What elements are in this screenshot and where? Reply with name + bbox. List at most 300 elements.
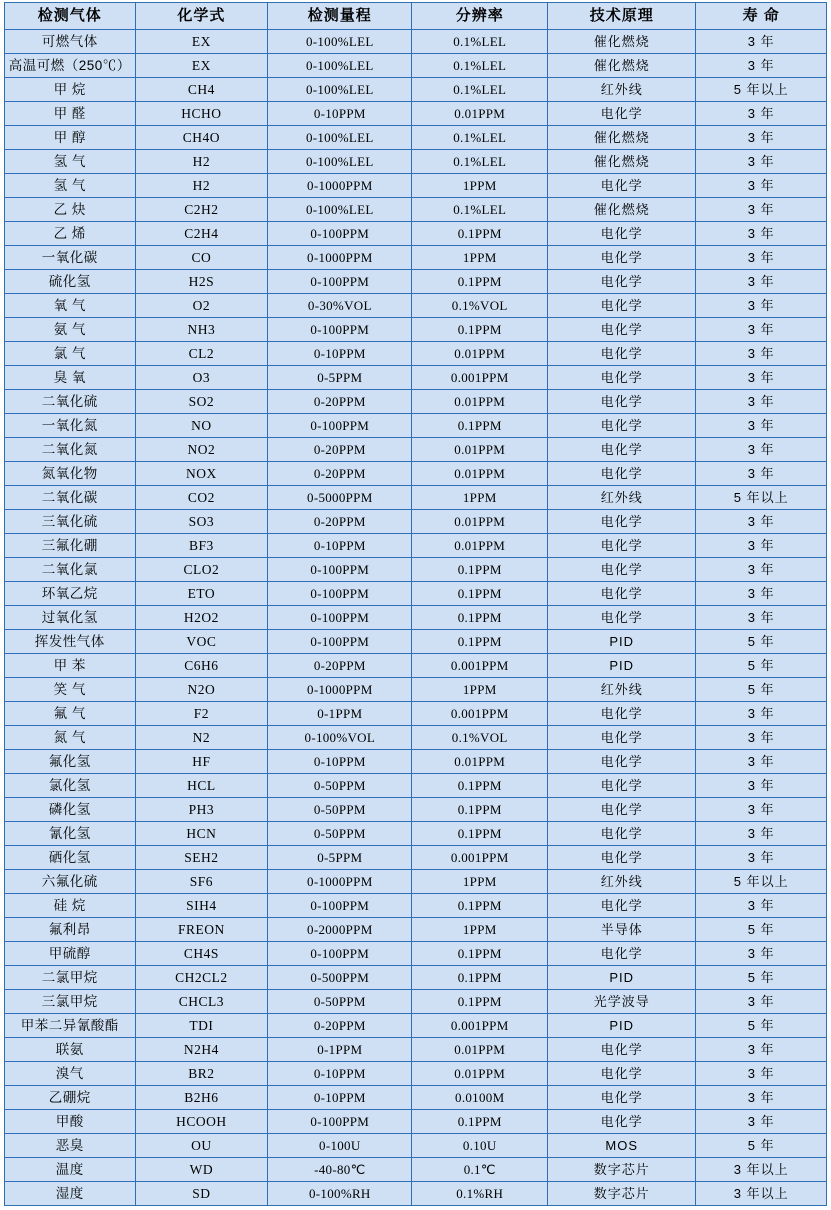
cell-gas-name: 甲 醛 (5, 102, 136, 126)
table-row (5, 438, 827, 462)
cell-chemical-formula: SO3 (135, 510, 268, 534)
cell-detection-range: 0-20PPM (268, 462, 412, 486)
cell-lifetime: 3 年 (696, 942, 827, 966)
cell-resolution: 0.1PPM (412, 942, 548, 966)
cell-chemical-formula: VOC (135, 630, 268, 654)
cell-detection-range: 0-1PPM (268, 1038, 412, 1062)
cell-chemical-formula: C6H6 (135, 654, 268, 678)
cell-lifetime: 5 年 (696, 918, 827, 942)
cell-chemical-formula: C2H2 (135, 198, 268, 222)
cell-resolution: 0.01PPM (412, 750, 548, 774)
table-row (5, 294, 827, 318)
table-row (5, 30, 827, 54)
cell-gas-name: 氢 气 (5, 174, 136, 198)
cell-lifetime: 3 年 (696, 1086, 827, 1110)
cell-chemical-formula: CO (135, 246, 268, 270)
cell-gas-name: 挥发性气体 (5, 630, 136, 654)
cell-lifetime: 3 年 (696, 1038, 827, 1062)
cell-resolution: 0.1%RH (412, 1182, 548, 1206)
table-row (5, 414, 827, 438)
cell-detection-range: 0-100PPM (268, 270, 412, 294)
table-row (5, 606, 827, 630)
table-row (5, 1014, 827, 1038)
cell-chemical-formula: BF3 (135, 534, 268, 558)
cell-technology: MOS (548, 1134, 696, 1158)
cell-gas-name: 乙 炔 (5, 198, 136, 222)
cell-chemical-formula: H2S (135, 270, 268, 294)
table-row (5, 174, 827, 198)
cell-resolution: 0.1%LEL (412, 30, 548, 54)
table-row (5, 822, 827, 846)
cell-gas-name: 氯化氢 (5, 774, 136, 798)
column-header-chemical-formula: 化学式 (135, 3, 268, 30)
column-header-resolution: 分辨率 (412, 3, 548, 30)
cell-technology: 电化学 (548, 1110, 696, 1134)
cell-technology: 电化学 (548, 414, 696, 438)
cell-lifetime: 3 年 (696, 1110, 827, 1134)
cell-gas-name: 氢 气 (5, 150, 136, 174)
cell-detection-range: 0-20PPM (268, 438, 412, 462)
cell-technology: 电化学 (548, 894, 696, 918)
cell-gas-name: 二氧化硫 (5, 390, 136, 414)
cell-lifetime: 5 年 (696, 678, 827, 702)
cell-gas-name: 氟利昂 (5, 918, 136, 942)
cell-resolution: 0.1PPM (412, 318, 548, 342)
cell-lifetime: 3 年 (696, 846, 827, 870)
cell-technology: 电化学 (548, 270, 696, 294)
cell-gas-name: 氮氧化物 (5, 462, 136, 486)
cell-chemical-formula: H2O2 (135, 606, 268, 630)
cell-gas-name: 氰化氢 (5, 822, 136, 846)
table-row (5, 582, 827, 606)
cell-gas-name: 氨 气 (5, 318, 136, 342)
cell-resolution: 1PPM (412, 486, 548, 510)
cell-lifetime: 3 年 (696, 750, 827, 774)
cell-lifetime: 3 年 (696, 366, 827, 390)
cell-technology: 电化学 (548, 534, 696, 558)
cell-chemical-formula: SF6 (135, 870, 268, 894)
cell-technology: 数字芯片 (548, 1158, 696, 1182)
cell-chemical-formula: SEH2 (135, 846, 268, 870)
cell-resolution: 0.1℃ (412, 1158, 548, 1182)
cell-gas-name: 溴气 (5, 1062, 136, 1086)
table-row (5, 126, 827, 150)
cell-chemical-formula: CHCL3 (135, 990, 268, 1014)
cell-gas-name: 甲硫醇 (5, 942, 136, 966)
cell-chemical-formula: N2O (135, 678, 268, 702)
cell-lifetime: 5 年 (696, 654, 827, 678)
table-row (5, 774, 827, 798)
cell-gas-name: 二氯甲烷 (5, 966, 136, 990)
table-row (5, 678, 827, 702)
cell-gas-name: 乙硼烷 (5, 1086, 136, 1110)
cell-chemical-formula: FREON (135, 918, 268, 942)
cell-detection-range: 0-100%LEL (268, 150, 412, 174)
table-row (5, 510, 827, 534)
cell-detection-range: 0-30%VOL (268, 294, 412, 318)
cell-technology: 电化学 (548, 726, 696, 750)
cell-detection-range: 0-100%LEL (268, 30, 412, 54)
cell-chemical-formula: EX (135, 54, 268, 78)
cell-resolution: 0.1PPM (412, 774, 548, 798)
cell-detection-range: 0-5PPM (268, 846, 412, 870)
cell-resolution: 0.1PPM (412, 1110, 548, 1134)
cell-lifetime: 3 年 (696, 438, 827, 462)
cell-chemical-formula: SO2 (135, 390, 268, 414)
cell-chemical-formula: CL2 (135, 342, 268, 366)
cell-technology: 电化学 (548, 1086, 696, 1110)
cell-lifetime: 3 年 (696, 198, 827, 222)
cell-resolution: 0.1%LEL (412, 54, 548, 78)
table-row (5, 1182, 827, 1206)
cell-lifetime: 3 年 (696, 582, 827, 606)
cell-chemical-formula: N2H4 (135, 1038, 268, 1062)
cell-technology: 电化学 (548, 1062, 696, 1086)
cell-technology: 电化学 (548, 606, 696, 630)
cell-technology: 电化学 (548, 102, 696, 126)
cell-gas-name: 三氯甲烷 (5, 990, 136, 1014)
cell-gas-name: 三氧化硫 (5, 510, 136, 534)
cell-detection-range: 0-10PPM (268, 1086, 412, 1110)
cell-lifetime: 3 年 (696, 1062, 827, 1086)
cell-resolution: 0.01PPM (412, 534, 548, 558)
cell-lifetime: 3 年 (696, 126, 827, 150)
cell-technology: 光学波导 (548, 990, 696, 1014)
column-header-lifetime: 寿 命 (696, 3, 827, 30)
cell-lifetime: 3 年 (696, 318, 827, 342)
cell-resolution: 0.001PPM (412, 1014, 548, 1038)
cell-chemical-formula: EX (135, 30, 268, 54)
cell-technology: 电化学 (548, 942, 696, 966)
cell-technology: 电化学 (548, 1038, 696, 1062)
cell-technology: 电化学 (548, 366, 696, 390)
cell-chemical-formula: SIH4 (135, 894, 268, 918)
cell-technology: 电化学 (548, 846, 696, 870)
cell-detection-range: 0-20PPM (268, 390, 412, 414)
cell-chemical-formula: HF (135, 750, 268, 774)
column-header-detection-range: 检测量程 (268, 3, 412, 30)
cell-resolution: 0.001PPM (412, 702, 548, 726)
table-row (5, 462, 827, 486)
table-row (5, 798, 827, 822)
cell-chemical-formula: CLO2 (135, 558, 268, 582)
cell-detection-range: 0-1000PPM (268, 174, 412, 198)
cell-resolution: 0.1PPM (412, 822, 548, 846)
cell-gas-name: 高温可燃（250℃） (5, 54, 136, 78)
cell-resolution: 0.1%LEL (412, 150, 548, 174)
cell-detection-range: 0-2000PPM (268, 918, 412, 942)
table-row (5, 54, 827, 78)
cell-gas-name: 氟化氢 (5, 750, 136, 774)
table-row (5, 1134, 827, 1158)
cell-detection-range: 0-100U (268, 1134, 412, 1158)
cell-resolution: 0.01PPM (412, 102, 548, 126)
cell-technology: 电化学 (548, 750, 696, 774)
cell-technology: 电化学 (548, 246, 696, 270)
cell-detection-range: 0-100%LEL (268, 198, 412, 222)
cell-gas-name: 二氧化氮 (5, 438, 136, 462)
cell-lifetime: 3 年 (696, 606, 827, 630)
cell-chemical-formula: HCHO (135, 102, 268, 126)
cell-technology: 电化学 (548, 462, 696, 486)
cell-resolution: 1PPM (412, 678, 548, 702)
cell-chemical-formula: C2H4 (135, 222, 268, 246)
cell-lifetime: 3 年 (696, 222, 827, 246)
cell-lifetime: 3 年 (696, 54, 827, 78)
cell-resolution: 0.1%VOL (412, 294, 548, 318)
cell-detection-range: 0-100PPM (268, 414, 412, 438)
cell-resolution: 0.1%VOL (412, 726, 548, 750)
cell-chemical-formula: CH4 (135, 78, 268, 102)
cell-detection-range: 0-100PPM (268, 1110, 412, 1134)
column-header-gas-name: 检测气体 (5, 3, 136, 30)
cell-gas-name: 甲 醇 (5, 126, 136, 150)
cell-lifetime: 5 年 (696, 966, 827, 990)
cell-gas-name: 二氧化氯 (5, 558, 136, 582)
cell-lifetime: 3 年 (696, 798, 827, 822)
cell-detection-range: 0-100PPM (268, 582, 412, 606)
cell-lifetime: 3 年 (696, 102, 827, 126)
table-row (5, 894, 827, 918)
cell-gas-name: 环氧乙烷 (5, 582, 136, 606)
cell-detection-range: 0-100%VOL (268, 726, 412, 750)
cell-detection-range: -40-80℃ (268, 1158, 412, 1182)
table-row (5, 318, 827, 342)
column-header-technology: 技术原理 (548, 3, 696, 30)
cell-chemical-formula: N2 (135, 726, 268, 750)
cell-gas-name: 硒化氢 (5, 846, 136, 870)
cell-technology: 电化学 (548, 342, 696, 366)
cell-technology: 红外线 (548, 870, 696, 894)
table-row (5, 270, 827, 294)
cell-lifetime: 3 年 (696, 246, 827, 270)
cell-lifetime: 3 年 (696, 534, 827, 558)
cell-detection-range: 0-100%RH (268, 1182, 412, 1206)
cell-detection-range: 0-100PPM (268, 606, 412, 630)
cell-lifetime: 5 年 (696, 1134, 827, 1158)
cell-gas-name: 甲 苯 (5, 654, 136, 678)
cell-gas-name: 六氟化硫 (5, 870, 136, 894)
table-row (5, 846, 827, 870)
cell-resolution: 0.1PPM (412, 966, 548, 990)
cell-technology: 红外线 (548, 486, 696, 510)
cell-lifetime: 3 年 (696, 414, 827, 438)
cell-resolution: 0.1PPM (412, 798, 548, 822)
cell-lifetime: 3 年 (696, 342, 827, 366)
cell-lifetime: 3 年 (696, 990, 827, 1014)
table-row (5, 102, 827, 126)
table-row (5, 750, 827, 774)
cell-resolution: 0.1PPM (412, 270, 548, 294)
cell-gas-name: 联氨 (5, 1038, 136, 1062)
cell-detection-range: 0-10PPM (268, 1062, 412, 1086)
table-row (5, 1038, 827, 1062)
cell-resolution: 0.01PPM (412, 462, 548, 486)
table-row (5, 390, 827, 414)
cell-resolution: 0.1PPM (412, 582, 548, 606)
table-row (5, 246, 827, 270)
table-row (5, 558, 827, 582)
table-row (5, 222, 827, 246)
cell-detection-range: 0-10PPM (268, 342, 412, 366)
cell-detection-range: 0-100PPM (268, 558, 412, 582)
table-row (5, 486, 827, 510)
cell-resolution: 0.01PPM (412, 438, 548, 462)
cell-resolution: 0.01PPM (412, 1038, 548, 1062)
cell-detection-range: 0-50PPM (268, 822, 412, 846)
cell-chemical-formula: F2 (135, 702, 268, 726)
table-row (5, 966, 827, 990)
cell-chemical-formula: WD (135, 1158, 268, 1182)
cell-detection-range: 0-10PPM (268, 102, 412, 126)
cell-detection-range: 0-10PPM (268, 534, 412, 558)
cell-chemical-formula: OU (135, 1134, 268, 1158)
cell-detection-range: 0-10PPM (268, 750, 412, 774)
cell-resolution: 0.1%LEL (412, 126, 548, 150)
table-row (5, 366, 827, 390)
cell-detection-range: 0-5000PPM (268, 486, 412, 510)
cell-technology: 催化燃烧 (548, 54, 696, 78)
cell-technology: 数字芯片 (548, 1182, 696, 1206)
table-row (5, 1110, 827, 1134)
cell-gas-name: 可燃气体 (5, 30, 136, 54)
cell-lifetime: 5 年以上 (696, 870, 827, 894)
cell-detection-range: 0-50PPM (268, 798, 412, 822)
cell-detection-range: 0-20PPM (268, 1014, 412, 1038)
table-row (5, 198, 827, 222)
table-row (5, 1158, 827, 1182)
cell-gas-name: 氟 气 (5, 702, 136, 726)
cell-resolution: 0.1%LEL (412, 198, 548, 222)
cell-technology: 电化学 (548, 390, 696, 414)
cell-resolution: 1PPM (412, 918, 548, 942)
cell-technology: 电化学 (548, 582, 696, 606)
cell-detection-range: 0-500PPM (268, 966, 412, 990)
cell-gas-name: 磷化氢 (5, 798, 136, 822)
cell-detection-range: 0-20PPM (268, 654, 412, 678)
cell-chemical-formula: NO (135, 414, 268, 438)
cell-lifetime: 3 年 (696, 558, 827, 582)
cell-technology: 电化学 (548, 822, 696, 846)
cell-lifetime: 3 年 (696, 174, 827, 198)
cell-resolution: 0.1%LEL (412, 78, 548, 102)
cell-detection-range: 0-100%LEL (268, 54, 412, 78)
cell-chemical-formula: SD (135, 1182, 268, 1206)
cell-resolution: 0.01PPM (412, 342, 548, 366)
cell-resolution: 1PPM (412, 174, 548, 198)
cell-gas-name: 氧 气 (5, 294, 136, 318)
cell-technology: 催化燃烧 (548, 30, 696, 54)
cell-chemical-formula: HCN (135, 822, 268, 846)
cell-detection-range: 0-100PPM (268, 318, 412, 342)
cell-lifetime: 3 年以上 (696, 1182, 827, 1206)
cell-technology: 电化学 (548, 558, 696, 582)
table-row (5, 870, 827, 894)
cell-resolution: 1PPM (412, 246, 548, 270)
cell-detection-range: 0-100%LEL (268, 126, 412, 150)
table-row (5, 1062, 827, 1086)
cell-gas-name: 硅 烷 (5, 894, 136, 918)
cell-resolution: 0.001PPM (412, 654, 548, 678)
cell-chemical-formula: HCOOH (135, 1110, 268, 1134)
cell-chemical-formula: B2H6 (135, 1086, 268, 1110)
cell-resolution: 0.1PPM (412, 414, 548, 438)
table-row (5, 78, 827, 102)
cell-chemical-formula: CO2 (135, 486, 268, 510)
cell-resolution: 0.1PPM (412, 558, 548, 582)
cell-chemical-formula: BR2 (135, 1062, 268, 1086)
cell-technology: 电化学 (548, 702, 696, 726)
cell-detection-range: 0-1000PPM (268, 246, 412, 270)
cell-technology: 催化燃烧 (548, 198, 696, 222)
cell-chemical-formula: H2 (135, 174, 268, 198)
cell-lifetime: 3 年 (696, 462, 827, 486)
cell-technology: PID (548, 654, 696, 678)
cell-technology: 电化学 (548, 774, 696, 798)
cell-chemical-formula: PH3 (135, 798, 268, 822)
cell-technology: 催化燃烧 (548, 150, 696, 174)
cell-chemical-formula: H2 (135, 150, 268, 174)
cell-chemical-formula: NOX (135, 462, 268, 486)
cell-technology: 电化学 (548, 174, 696, 198)
cell-resolution: 0.1PPM (412, 894, 548, 918)
table-body (5, 30, 827, 1206)
cell-detection-range: 0-1PPM (268, 702, 412, 726)
cell-technology: PID (548, 1014, 696, 1038)
cell-resolution: 0.01PPM (412, 1062, 548, 1086)
cell-chemical-formula: CH2CL2 (135, 966, 268, 990)
table-row (5, 918, 827, 942)
cell-detection-range: 0-100PPM (268, 942, 412, 966)
table-row (5, 990, 827, 1014)
cell-detection-range: 0-100PPM (268, 222, 412, 246)
cell-gas-name: 恶臭 (5, 1134, 136, 1158)
cell-chemical-formula: ETO (135, 582, 268, 606)
cell-gas-name: 臭 氧 (5, 366, 136, 390)
cell-detection-range: 0-1000PPM (268, 678, 412, 702)
cell-lifetime: 5 年 (696, 1014, 827, 1038)
cell-gas-name: 乙 烯 (5, 222, 136, 246)
cell-chemical-formula: NO2 (135, 438, 268, 462)
cell-lifetime: 3 年以上 (696, 1158, 827, 1182)
cell-lifetime: 3 年 (696, 702, 827, 726)
cell-chemical-formula: TDI (135, 1014, 268, 1038)
cell-technology: 电化学 (548, 510, 696, 534)
cell-chemical-formula: NH3 (135, 318, 268, 342)
cell-technology: 红外线 (548, 78, 696, 102)
table-row (5, 1086, 827, 1110)
cell-technology: PID (548, 630, 696, 654)
cell-technology: 电化学 (548, 798, 696, 822)
cell-resolution: 1PPM (412, 870, 548, 894)
cell-detection-range: 0-20PPM (268, 510, 412, 534)
cell-resolution: 0.01PPM (412, 390, 548, 414)
cell-gas-name: 一氧化碳 (5, 246, 136, 270)
table-header-row (5, 3, 827, 30)
cell-lifetime: 3 年 (696, 894, 827, 918)
cell-technology: 催化燃烧 (548, 126, 696, 150)
cell-technology: 半导体 (548, 918, 696, 942)
cell-lifetime: 5 年以上 (696, 486, 827, 510)
cell-detection-range: 0-100PPM (268, 630, 412, 654)
cell-gas-name: 甲酸 (5, 1110, 136, 1134)
table-row (5, 726, 827, 750)
cell-resolution: 0.1PPM (412, 606, 548, 630)
cell-lifetime: 3 年 (696, 726, 827, 750)
cell-lifetime: 3 年 (696, 510, 827, 534)
cell-detection-range: 0-5PPM (268, 366, 412, 390)
cell-gas-name: 过氧化氢 (5, 606, 136, 630)
